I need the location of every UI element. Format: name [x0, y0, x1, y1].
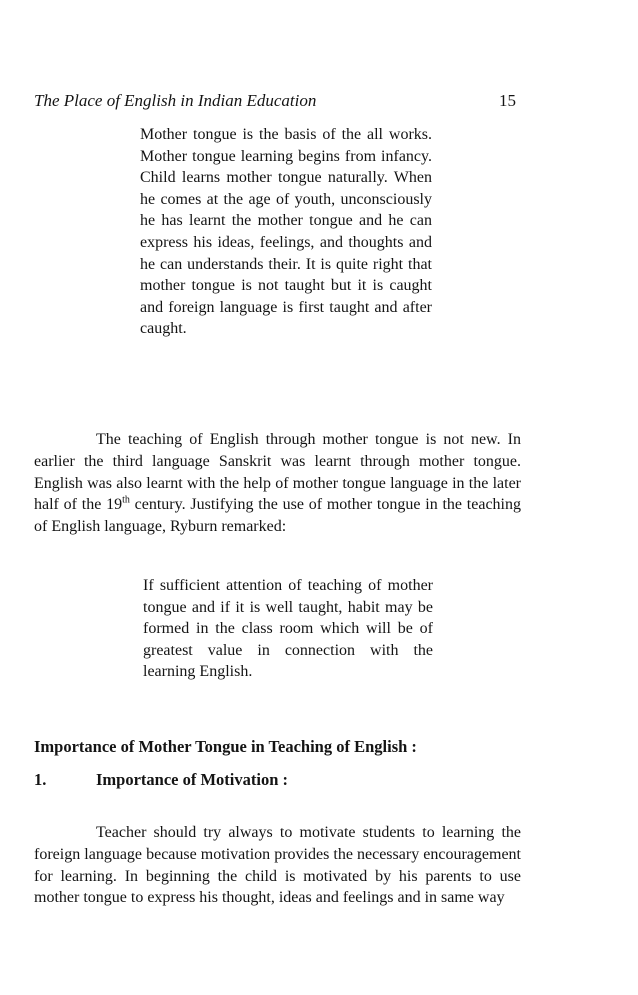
- subheading-text: Importance of Motivation :: [96, 770, 289, 789]
- paragraph-text-continued: century. Justifying the use of mother tongue in the teaching of English language, Ryburn remarked:: [34, 496, 521, 536]
- block-quote-ryburn: If sufficient attention of teaching of mother tongue and if it is well taught, habit may be formed in the class room which will be of greatest value in connection with the learning English.: [143, 577, 433, 681]
- running-title: The Place of English in Indian Education: [34, 91, 317, 110]
- page-header: [34, 90, 516, 112]
- paragraph-text: The teaching of English through mother tongue is not new. In earlier the third language Sanskrit was learnt through mother tongue. English was also learnt with the help of mother tongue language in the later half of the 19: [34, 431, 521, 514]
- page-number: 15: [499, 91, 516, 110]
- subheading-number: 1.: [34, 770, 47, 789]
- block-quote-mother-tongue: Mother tongue is the basis of the all works. Mother tongue learning begins from infancy. Child learns mother tongue naturally. When he comes at the age of youth, unconsciously he has learnt the mother tongue and he can express his ideas, feelings, and thoughts and he can understands their. It is quite right that mother tongue is not taught but it is caught and foreign language is first taught and after caught.: [140, 126, 432, 338]
- ordinal-superscript: th: [122, 495, 130, 507]
- subheading-motivation: [34, 769, 534, 791]
- body-paragraph-motivation: Teacher should try always to motivate students to learning the foreign language because motivation provides the necessary encouragement for learning. In beginning the child is motivated by his parents to use mother tongue to express his thought, ideas and feelings and in same way: [34, 824, 521, 907]
- body-paragraph-history: [34, 429, 521, 538]
- section-heading: Importance of Mother Tongue in Teaching of English :: [34, 737, 417, 756]
